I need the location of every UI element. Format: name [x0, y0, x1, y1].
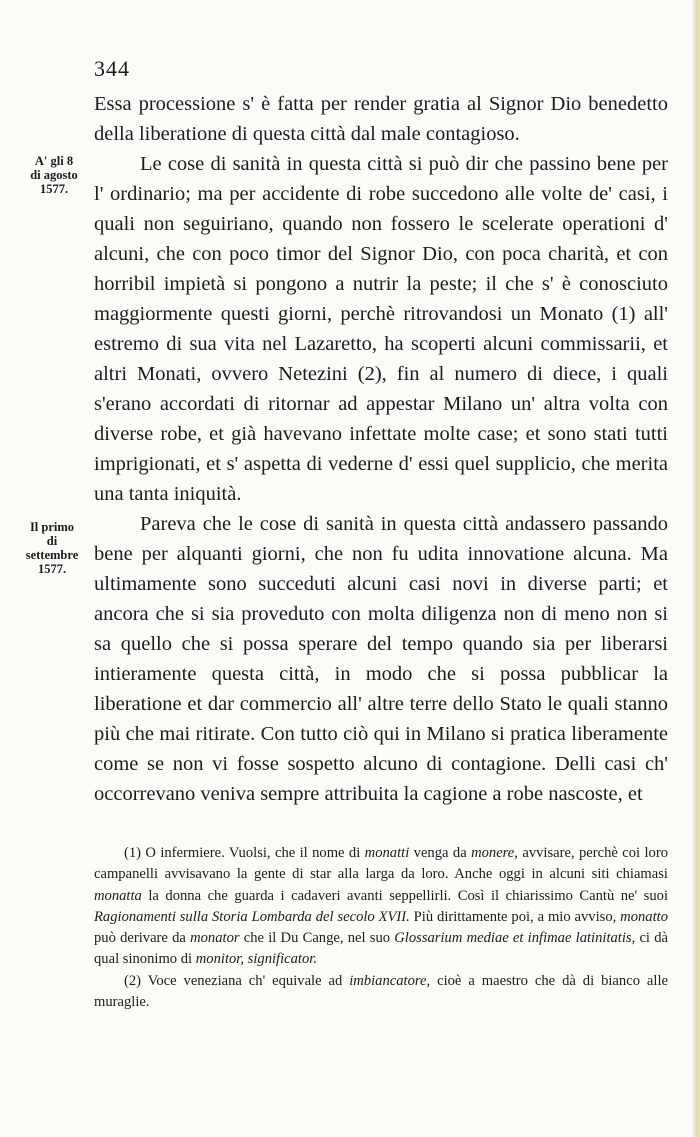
footnote-italic: monitor, significator.: [195, 951, 317, 968]
margin-note-date-august: [14, 154, 94, 196]
footnote-italic: monere: [471, 845, 515, 861]
footnote-1: [94, 843, 668, 971]
paragraph: Pareva che le cose di sanità in questa città andassero passando bene per alquanti giorni, che non fu udita innovatione alcuna. Ma ultimamente sono succeduti alcuni casi novi in diverse parti; et ancora che si sia proveduto con molta diligenza non di meno non si sa quello che si possa sperare del tempo quando sia per liberarsi intieramente questa città, in modo che si possa pubblicar la liberatione et dar commercio all' altre terre dello Stato le quali stanno più che mai ritirate. Con tutto ciò qui in Milano si pratica liberamente come se non vi fosse sospetto alcuno di contagione. Delli casi ch' occorrevano veniva sempre attribuita la cagione a robe nascoste, et: [94, 513, 668, 805]
footnote-text: Più dirittamente poi, a mio avviso,: [409, 908, 621, 925]
margin-note-line: 1577.: [39, 182, 69, 196]
footnote-text: può derivare da: [94, 930, 191, 947]
footnote-italic: monatto: [620, 908, 668, 925]
margin-note-line: settembre: [25, 548, 79, 562]
footnote-text: , cioè a maestro che dà di bianco alle muraglie.: [94, 972, 668, 1011]
footnote-2: [94, 971, 668, 1014]
margin-note-line: di: [46, 534, 58, 548]
paragraph: Le cose di sanità in questa città si può dir che passino bene per l' ordinario; ma per accidente di robe succedono alle volte de' casi, i quali non seguiriano, quando non fossero le scelerate operationi d' alcuni, che con poco timor del Signor Dio, con poca charità, et con horribil impietà si pongono a nutrir la peste; il che s' è conosciuto maggiormente questi giorni, perchè ritrovandosi un Monato (1) all' estremo di sua vita nel Lazaretto, ha scoperti alcuni commissarii, et altri Monati, ovvero Netezini (2), fin al numero di diece, i quali s'erano accordati di ritornar ad appestar Milano un' altra volta con diverse robe, et già havevano infettate molte case; et sono stati tutti imprigionati, et s' aspetta di vederne d' essi quel supplicio, che merita una tanta iniquità.: [94, 153, 668, 505]
footnote-italic: Ragionamenti sulla Storia Lombarda del secolo XVII.: [94, 908, 410, 925]
footnote-italic: monatti: [364, 845, 410, 861]
footnote-italic: monator: [190, 930, 240, 947]
margin-note-line: Il primo: [29, 520, 75, 534]
footnote-text: venga da: [409, 845, 472, 861]
footnote-text: che il Du Cange, nel suo: [239, 930, 395, 947]
paragraph: Essa processione s' è fatta per render gratia al Signor Dio benedetto della liberatione di questa città dal male contagioso.: [94, 93, 668, 145]
margin-note-date-september: [12, 520, 92, 576]
margin-note-line: A' gli 8: [34, 154, 74, 168]
footnote-italic: monatta: [94, 887, 142, 904]
margin-note-line: 1577.: [37, 562, 67, 576]
footnote-text: (1) O infermiere. Vuolsi, che il nome di: [124, 845, 365, 861]
footnote-text: ci dà qual sinonimo di: [94, 930, 668, 968]
footnote-italic: Glossarium mediae et infimae latinitatis,: [394, 930, 636, 947]
page-number: 344: [94, 56, 130, 81]
page-edge: [692, 0, 700, 1137]
footnotes: [94, 843, 668, 1013]
main-text: [94, 89, 668, 809]
footnote-text: (2) Voce veneziana ch' equivale ad: [124, 972, 350, 989]
footnote-text: la donna che guarda i cadaveri avanti seppellirli. Così il chiarissimo Cantù ne' suoi: [141, 887, 668, 904]
margin-note-line: di agosto: [30, 168, 78, 182]
footnote-italic: imbiancatore: [349, 972, 427, 989]
footnote-text: , avvisare, perchè coi loro campanelli avvisavano la gente di star alla larga da loro. Anche oggi in alcuni siti chiamasi: [94, 845, 668, 883]
